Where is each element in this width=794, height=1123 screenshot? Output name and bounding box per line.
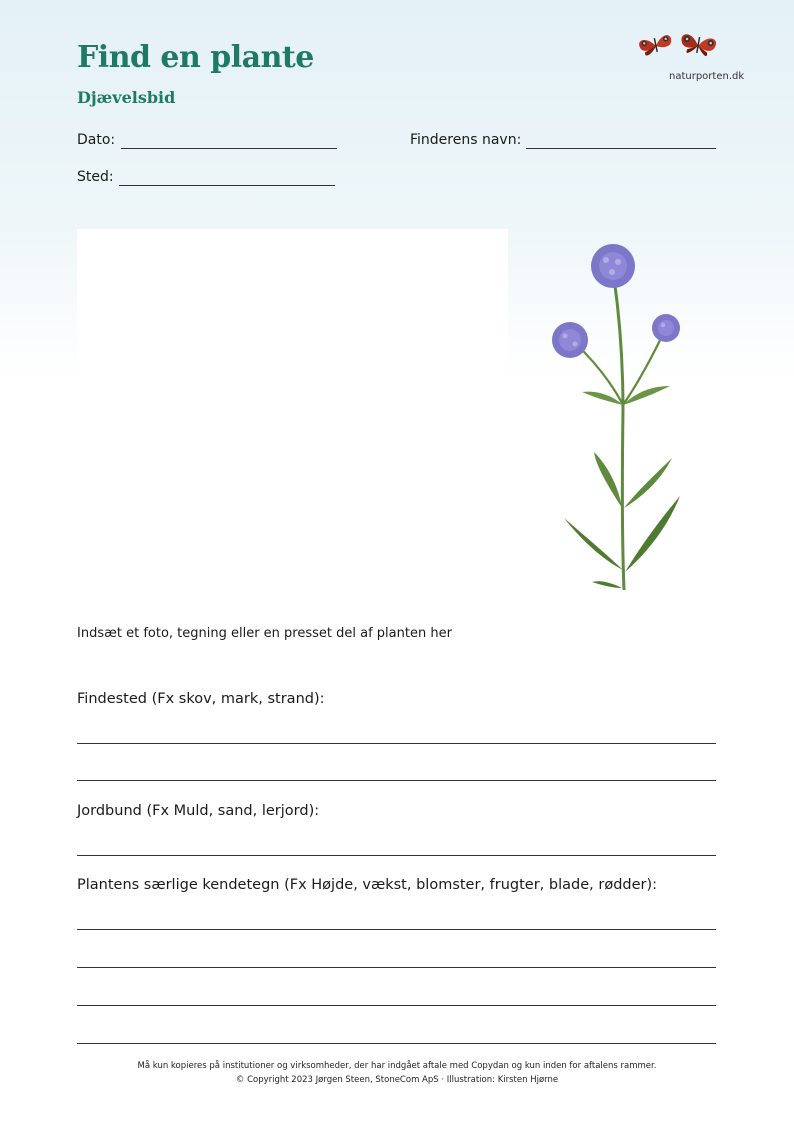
kendetegn-line-2[interactable] <box>77 967 716 968</box>
footer-license: Må kun kopieres på institutioner og virksomheder, der har indgået aftale med Copydan og kun inden for aftalens rammer. <box>137 1061 657 1071</box>
date-label: Dato: <box>77 132 116 148</box>
findested-line-2[interactable] <box>77 780 716 781</box>
page-title: Find en plante <box>77 40 314 75</box>
findested-line-1[interactable] <box>77 743 716 744</box>
place-line[interactable] <box>119 185 335 186</box>
kendetegn-line-4[interactable] <box>77 1043 716 1044</box>
date-line[interactable] <box>121 148 337 149</box>
flower-head-left <box>552 322 588 358</box>
logo-text: naturporten.dk <box>669 71 745 82</box>
devils-bit-scabious-icon <box>548 240 698 608</box>
flower-head-top <box>591 244 635 288</box>
place-label: Sted: <box>77 169 114 185</box>
butterflies-icon <box>634 28 722 62</box>
finder-name-label: Finderens navn: <box>410 132 522 148</box>
kendetegn-label: Plantens særlige kendetegn (Fx Højde, vækst, blomster, frugter, blade, rødder): <box>77 877 658 893</box>
photo-placeholder[interactable] <box>77 229 508 606</box>
findested-label: Findested (Fx skov, mark, strand): <box>77 691 325 707</box>
kendetegn-line-1[interactable] <box>77 929 716 930</box>
kendetegn-line-3[interactable] <box>77 1005 716 1006</box>
jordbund-label: Jordbund (Fx Muld, sand, lerjord): <box>77 803 320 819</box>
flower-head-right <box>652 314 680 342</box>
photo-instruction: Indsæt et foto, tegning eller en presset del af planten her <box>77 626 452 641</box>
plant-name: Djævelsbid <box>77 88 176 107</box>
finder-name-line[interactable] <box>526 148 716 149</box>
footer-copyright: © Copyright 2023 Jørgen Steen, StoneCom ApS · Illustration: Kirsten Hjørne <box>235 1075 559 1085</box>
jordbund-line-1[interactable] <box>77 855 716 856</box>
